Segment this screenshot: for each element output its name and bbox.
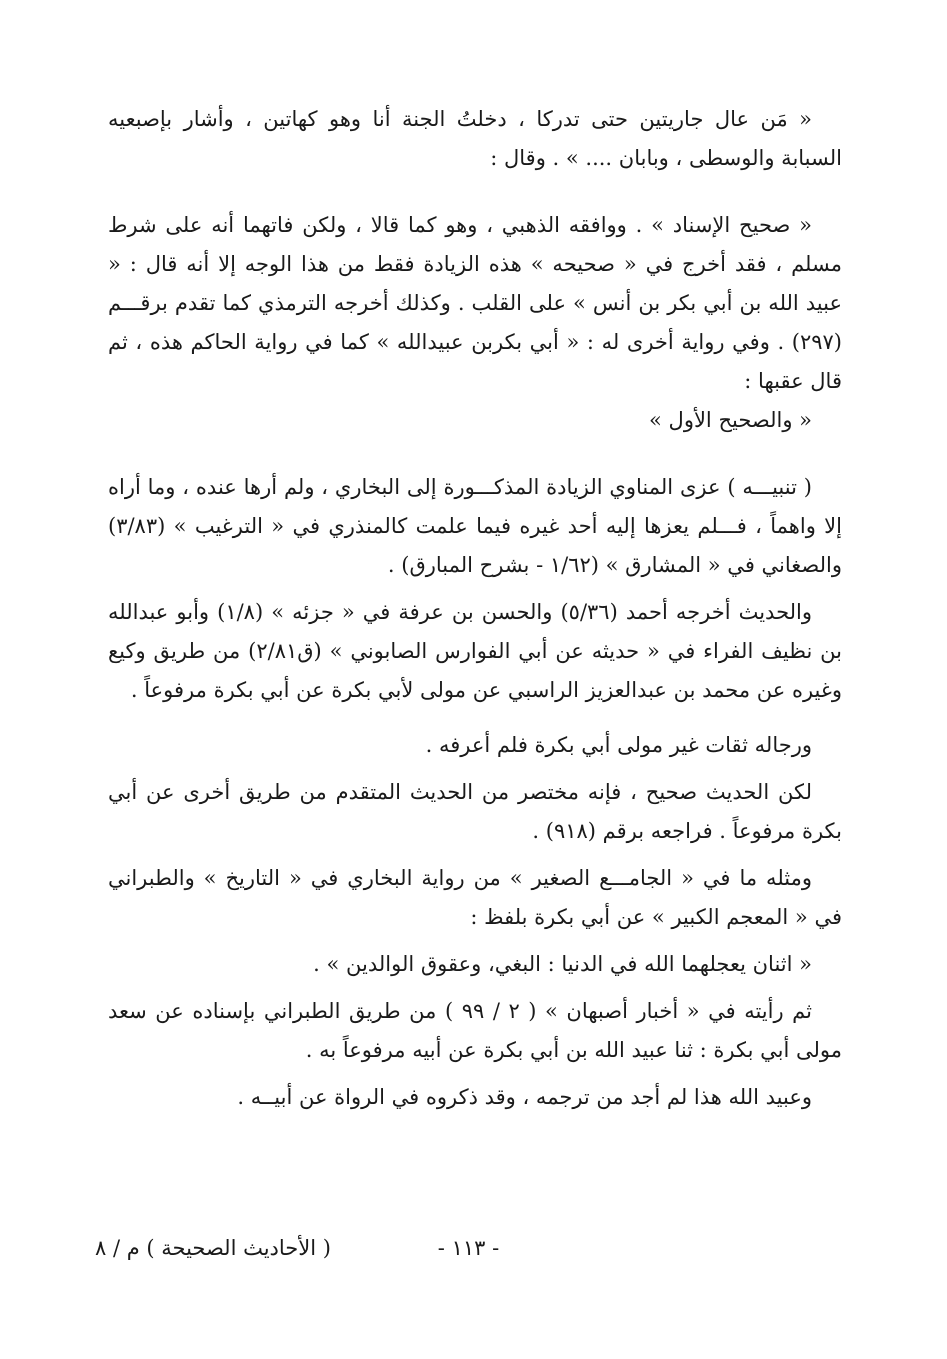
paragraph-quote-sahih: « والصحيح الأول » [649, 408, 812, 432]
book-reference: ( الأحاديث الصحيحة ) م / ٨ [95, 1236, 331, 1260]
paragraph-akhbar-asbahan: ثم رأيته في « أخبار أصبهان » ( ٢ / ٩٩ ) من طريق الطبراني بإسناده عن سعد مولى أبي بكرة : ثنا عبيد الله بن أبي بكرة عن أبيه مرفوعاً به . [108, 999, 842, 1062]
paragraph-jami-saghir: ومثله ما في « الجامـــع الصغير » من رواية البخاري في « التاريخ » والطبراني في « المعجم الكبير » عن أبي بكرة بلفظ : [108, 866, 842, 929]
paragraph-takhrij: والحديث أخرجه أحمد (٥/٣٦) والحسن بن عرفة في « جزئه » (١/٨) وأبو عبدالله بن نظيف الفراء في « حديثه عن أبي الفوارس الصابوني » (ق٢/٨١) من طريق وكيع وغيره عن محمد بن عبدالعزيز الراسبي عن مولى لأبي بكرة عن أبي بكرة مرفوعاً . [108, 600, 843, 702]
paragraph-rijal: ورجاله ثقات غير مولى أبي بكرة فلم أعرفه . [425, 733, 812, 757]
paragraph-ubaidullah: وعبيد الله هذا لم أجد من ترجمه ، وقد ذكروه في الرواة عن أبيــه . [237, 1085, 812, 1109]
paragraph-tanbih: ( تنبيـــه ) عزى المناوي الزيادة المذكـــورة إلى البخاري ، ولم أرها عنده ، وما أراه إلا واهماً ، فـــلم يعزها إليه أحد غيره فيما علمت كالمنذري في « الترغيب » (٣/٨٣) والصغاني في « المشارق » (١/٦٢ - بشرح المبارق) . [108, 475, 842, 577]
paragraph-quote-ithnan: « اثنان يعجلهما الله في الدنيا : البغي، وعقوق الوالدين » . [313, 952, 812, 976]
paragraph-isnad-comment: « صحيح الإسناد » . ووافقه الذهبي ، وهو كما قالا ، ولكن فاتهما أنه على شرط مسلم ، فقد أخرج في « صحيحه » هذه الزيادة فقط من هذا الوجه إلا أنه قال : « عبيد الله بن أبي بكر بن أنس » على القلب . وكذلك أخرجه الترمذي كما تقدم برقـــم (٢٩٧) . وفي رواية أخرى له : « أبي بكربن عبيدالله » كما في رواية الحاكم هذه ، ثم قال عقبها : [108, 213, 842, 393]
page-number: - ١١٣ - [437, 1236, 500, 1260]
paragraph-hadith-text: « مَن عال جاريتين حتى تدركا ، دخلتُ الجنة أنا وهو كهاتين ، وأشار بإصبعيه السبابة والوسطى ، وبابان .... » . وقال : [108, 107, 842, 170]
paragraph-sahih-note: لكن الحديث صحيح ، فإنه مختصر من الحديث المتقدم من طريق أخرى عن أبي بكرة مرفوعاً . فراجعه برقم (٩١٨) . [108, 780, 842, 843]
